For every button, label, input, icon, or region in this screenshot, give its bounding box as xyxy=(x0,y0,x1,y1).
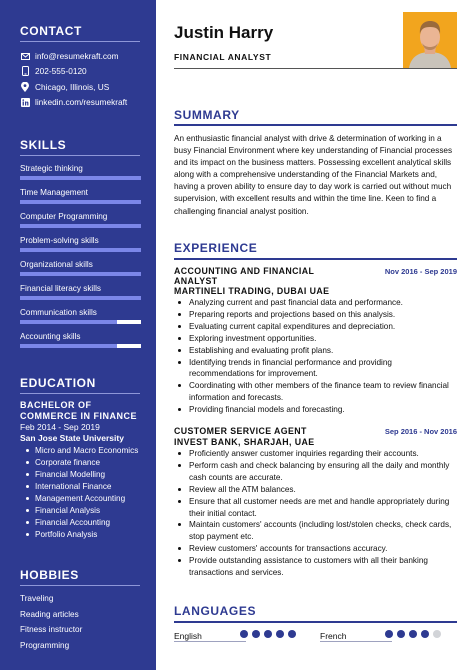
language-level-dot xyxy=(385,630,393,638)
skill-level-fill xyxy=(20,320,117,324)
course-item xyxy=(26,470,105,479)
skill-label: Computer Programming xyxy=(20,212,108,221)
bullet-icon xyxy=(26,461,29,464)
languages-heading: LANGUAGES xyxy=(174,604,257,618)
skill-level-bar xyxy=(20,344,141,348)
language-level-dot xyxy=(421,630,429,638)
duty-item: Maintain customers' accounts (including lost/stolen checks, check cards, stop payment etc. xyxy=(178,519,459,543)
duty-item: Ensure that all customer needs are met and handle appropriately during their initial contact. xyxy=(178,496,459,520)
course-item xyxy=(26,530,97,539)
education-dates: Feb 2014 - Sep 2019 xyxy=(20,422,100,432)
skill-label: Time Management xyxy=(20,188,88,197)
hobbies-heading: HOBBIES xyxy=(20,568,79,582)
header-divider xyxy=(174,68,457,69)
skill-level-fill xyxy=(20,296,141,300)
candidate-title: FINANCIAL ANALYST xyxy=(174,52,272,62)
contact-divider xyxy=(20,41,140,42)
duty-item: Perform cash and check balancing by ensuring all the daily and monthly cash counts are accurate. xyxy=(178,460,459,484)
skill-level-fill xyxy=(20,344,117,348)
linkedin-icon xyxy=(20,97,30,107)
job-title-1: ACCOUNTING AND FINANCIAL ANALYST xyxy=(174,266,315,286)
course-label: Corporate finance xyxy=(35,458,101,467)
bullet-icon xyxy=(26,485,29,488)
experience-heading: EXPERIENCE xyxy=(174,241,258,255)
language-name-french: French xyxy=(320,631,347,641)
course-label: Financial Accounting xyxy=(35,518,111,527)
contact-linkedin-text: linkedin.com/resumekraft xyxy=(35,97,128,107)
course-label: Portfolio Analysis xyxy=(35,530,98,539)
duty-item: Exploring investment opportunities. xyxy=(178,333,459,345)
phone-icon xyxy=(20,66,30,76)
course-item xyxy=(26,494,125,503)
contact-email-text: info@resumekraft.com xyxy=(35,51,119,61)
skill-level-fill xyxy=(20,248,141,252)
experience-divider xyxy=(174,258,457,260)
course-label: Management Accounting xyxy=(35,494,126,503)
duty-item: Providing financial models and forecasting. xyxy=(178,404,459,416)
skill-level-bar xyxy=(20,296,141,300)
skill-item xyxy=(20,188,141,204)
degree-title: BACHELOR OF COMMERCE IN FINANCE xyxy=(20,400,137,421)
job-company-1: MARTINELI TRADING, DUBAI UAE xyxy=(174,286,330,296)
skill-label: Strategic thinking xyxy=(20,164,83,173)
course-item xyxy=(26,458,100,467)
skill-item xyxy=(20,332,141,348)
course-item xyxy=(26,518,110,527)
skill-item xyxy=(20,260,141,276)
contact-phone[interactable] xyxy=(20,66,87,76)
skill-label: Financial literacy skills xyxy=(20,284,101,293)
contact-email[interactable] xyxy=(20,51,119,61)
duty-item: Review all the ATM balances. xyxy=(178,484,459,496)
bullet-icon xyxy=(26,497,29,500)
skill-level-fill xyxy=(20,176,141,180)
summary-text: An enthusiastic financial analyst with drive & determination of working in a busy Financial Environment where key understanding of Financial processes and its impact on the business matters. Possessing excellent analytical skills along with a comprehensive understanding of the Financial Markets and, having a proven ability to ensure day to day work is carried out without much supervision, with excellent results and within the time line. Keen to find a challenging financial analyst position. xyxy=(174,134,453,216)
skill-level-fill xyxy=(20,272,141,276)
duty-item: Identifying trends in financial performance and providing recommendations for improvement. xyxy=(178,357,459,381)
language-level-dot xyxy=(409,630,417,638)
summary-divider xyxy=(174,124,457,126)
contact-location-text: Chicago, Illinois, US xyxy=(35,82,110,92)
course-label: Micro and Macro Economics xyxy=(35,446,139,455)
bullet-icon xyxy=(26,509,29,512)
skill-level-bar xyxy=(20,320,141,324)
duty-item: Coordinating with other members of the finance team to review financial information and forecasts. xyxy=(178,380,459,404)
skill-level-bar xyxy=(20,272,141,276)
candidate-name: Justin Harry xyxy=(174,23,274,42)
job-duties-2 xyxy=(178,448,459,579)
course-label: International Finance xyxy=(35,482,112,491)
profile-photo xyxy=(403,12,457,68)
course-item xyxy=(26,506,100,515)
job-dates-1: Nov 2016 - Sep 2019 xyxy=(384,267,457,276)
course-label: Financial Analysis xyxy=(35,506,101,515)
skill-item xyxy=(20,308,141,324)
sidebar xyxy=(0,0,156,670)
location-icon xyxy=(20,82,30,92)
language-level-english xyxy=(240,630,300,638)
language-level-dot xyxy=(433,630,441,638)
job-title-2: CUSTOMER SERVICE AGENT xyxy=(174,426,307,436)
skills-heading: SKILLS xyxy=(20,138,67,152)
job-duties-1 xyxy=(178,297,459,416)
skill-label: Organizational skills xyxy=(20,260,93,269)
job-company-2: INVEST BANK, SHARJAH, UAE xyxy=(174,437,315,447)
language-underline-english xyxy=(174,641,246,642)
language-level-french xyxy=(385,630,445,638)
skill-level-bar xyxy=(20,248,141,252)
bullet-icon xyxy=(26,473,29,476)
education-school: San Jose State University xyxy=(20,433,124,443)
skill-label: Communication skills xyxy=(20,308,97,317)
hobbies-divider xyxy=(20,585,140,586)
skill-level-fill xyxy=(20,224,141,228)
duty-item: Establishing and evaluating profit plans. xyxy=(178,345,459,357)
skill-level-bar xyxy=(20,200,141,204)
duty-item: Review customers' accounts for transactions accuracy. xyxy=(178,543,459,555)
summary-heading: SUMMARY xyxy=(174,108,240,122)
language-level-dot xyxy=(288,630,296,638)
contact-linkedin[interactable] xyxy=(20,97,127,107)
language-level-dot xyxy=(264,630,272,638)
skill-item xyxy=(20,164,141,180)
hobby-item: Programming xyxy=(20,640,70,650)
language-level-dot xyxy=(397,630,405,638)
languages-divider xyxy=(174,621,457,623)
language-level-dot xyxy=(276,630,284,638)
duty-item: Analyzing current and past financial data and performance. xyxy=(178,297,459,309)
skill-label: Accounting skills xyxy=(20,332,81,341)
language-name-english: English xyxy=(174,631,202,641)
bullet-icon xyxy=(26,521,29,524)
job-dates-2: Sep 2016 - Nov 2016 xyxy=(384,427,457,436)
bullet-icon xyxy=(26,533,29,536)
skill-item xyxy=(20,284,141,300)
duty-item: Provide outstanding assistance to customers with all their banking transactions and services. xyxy=(178,555,459,579)
education-divider xyxy=(20,393,140,394)
skill-item xyxy=(20,212,141,228)
contact-heading: CONTACT xyxy=(20,24,82,38)
hobby-item: Fitness instructor xyxy=(20,625,83,634)
skill-level-fill xyxy=(20,200,141,204)
skill-item xyxy=(20,236,141,252)
duty-item: Evaluating current capital expenditures and depreciation. xyxy=(178,321,459,333)
bullet-icon xyxy=(26,449,29,452)
hobby-item: Reading articles xyxy=(20,609,79,619)
language-underline-french xyxy=(320,641,392,642)
skills-divider xyxy=(20,155,140,156)
duty-item: Preparing reports and projections based on this analysis. xyxy=(178,309,459,321)
course-label: Financial Modelling xyxy=(35,470,106,479)
course-item xyxy=(26,446,138,455)
language-level-dot xyxy=(240,630,248,638)
duty-item: Proficiently answer customer inquiries regarding their accounts. xyxy=(178,448,459,460)
education-heading: EDUCATION xyxy=(20,376,96,390)
hobby-item: Traveling xyxy=(20,594,54,603)
skill-level-bar xyxy=(20,224,141,228)
contact-phone-text: 202-555-0120 xyxy=(35,66,87,76)
skill-level-bar xyxy=(20,176,141,180)
skill-label: Problem-solving skills xyxy=(20,236,99,245)
course-item xyxy=(26,482,111,491)
contact-location xyxy=(20,82,109,92)
email-icon xyxy=(20,51,30,61)
language-level-dot xyxy=(252,630,260,638)
